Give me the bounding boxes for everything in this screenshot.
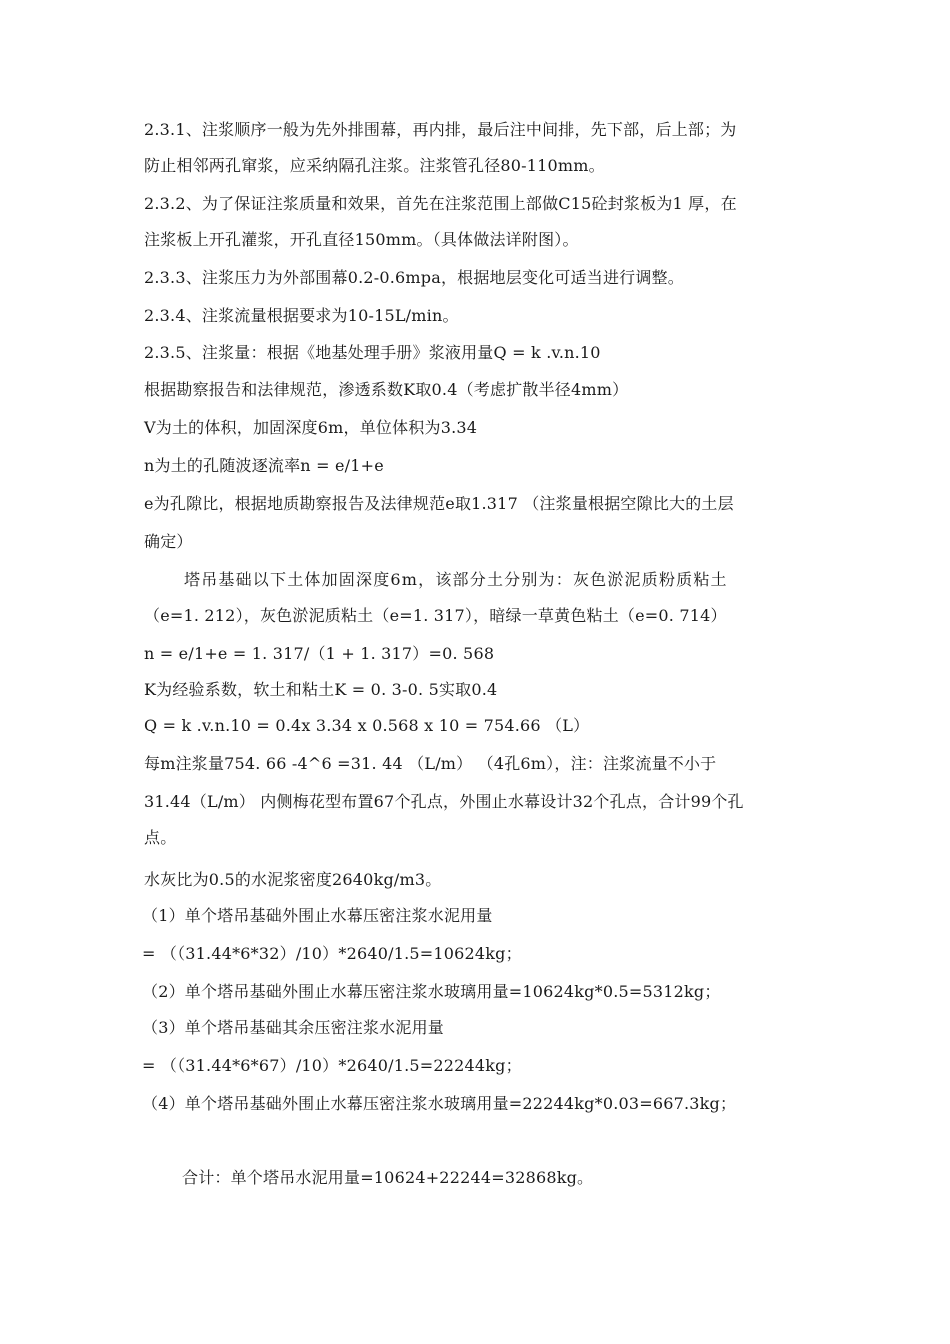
text-line: 2.3.4、注浆流量根据要求为10-15L/min。 [144,306,459,325]
text-line: n为土的孔随波逐流率n = e/1+e [144,456,384,475]
text-line: 2.3.2、为了保证注浆质量和效果，首先在注浆范围上部做C15砼封浆板为1 厚，在 [144,194,737,213]
text-line: K为经验系数，软土和粘土K = 0. 3-0. 5实取0.4 [144,680,498,699]
text-line: （1）单个塔吊基础外围止水幕压密注浆水泥用量 [142,906,493,925]
text-line: 2.3.3、注浆压力为外部围幕0.2-0.6mpa，根据地层变化可适当进行调整。 [144,268,684,287]
text-line: 注浆板上开孔灌浆，开孔直径150mm。（具体做法详附图）。 [144,230,579,249]
text-line: e为孔隙比，根据地质勘察报告及法律规范e取1.317 （注浆量根据空隙比大的土层 [144,494,734,513]
text-line: 2.3.1、注浆顺序一般为先外排围幕，再内排，最后注中间排，先下部，后上部；为 [144,120,737,139]
text-line: （2）单个塔吊基础外围止水幕压密注浆水玻璃用量=10624kg*0.5=5312kg； [142,982,721,1001]
text-line: V为土的体积，加固深度6m，单位体积为3.34 [144,418,478,437]
text-line: 点。 [144,828,177,847]
text-line: = （（31.44*6*32）/10）*2640/1.5=10624kg； [142,944,522,963]
text-line: 根据勘察报告和法律规范，渗透系数K取0.4（考虑扩散半径4mm） [144,380,629,399]
text-line: 2.3.5、注浆量：根据《地基处理手册》浆液用量Q = k .v.n.10 [144,343,601,362]
text-line: 塔吊基础以下土体加固深度6m，该部分土分别为：灰色淤泥质粉质粘土 [184,570,728,589]
text-line: （3）单个塔吊基础其余压密注浆水泥用量 [142,1018,444,1037]
text-line: （4）单个塔吊基础外围止水幕压密注浆水玻璃用量=22244kg*0.03=667.3kg； [142,1094,737,1113]
text-line: = （（31.44*6*67）/10）*2640/1.5=22244kg； [142,1056,522,1075]
text-line-total: 合计：单个塔吊水泥用量=10624+22244=32868kg。 [182,1168,594,1187]
text-line: n = e/1+e = 1. 317/（1 + 1. 317）=0. 568 [144,644,495,663]
text-line: 确定） [144,532,193,551]
text-line: 每m注浆量754. 66 -4^6 =31. 44 （L/m） （4孔6m），注：注浆流量不小于 [144,754,717,773]
text-line: （e=1. 212），灰色淤泥质粘土（e=1. 317），暗绿一草黄色粘土（e=0. 714） [144,606,727,625]
text-line: 防止相邻两孔窜浆，应采纳隔孔注浆。注浆管孔径80-110mm。 [144,156,605,175]
text-line: 31.44（L/m） 内侧梅花型布置67个孔点，外围止水幕设计32个孔点，合计99个孔 [144,792,744,811]
text-line: Q = k .v.n.10 = 0.4x 3.34 x 0.568 x 10 = 754.66 （L） [144,716,590,735]
text-line: 水灰比为0.5的水泥浆密度2640kg/m3。 [144,870,442,889]
